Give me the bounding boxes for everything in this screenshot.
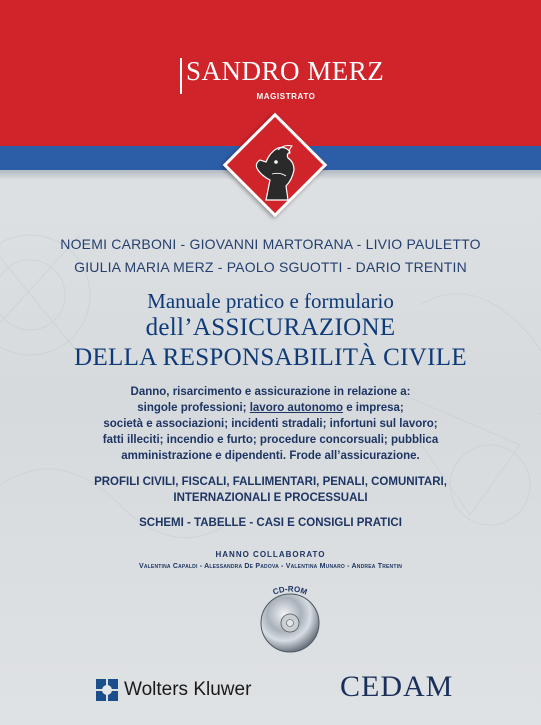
cedam-logo: CEDAM <box>340 670 454 703</box>
horse-head-icon <box>236 140 312 206</box>
description-underlined: lavoro autonomo <box>249 402 343 414</box>
description-line-2 <box>0 401 541 416</box>
description-line-3: società e associazioni; incidenti stradali; infortuni sul lavoro; <box>103 418 438 430</box>
title-line-1: Manuale pratico e formulario <box>147 289 394 313</box>
title-line-3: DELLA RESPONSABILITÀ CIVILE <box>74 344 467 371</box>
cd-rom-text: CD-ROM <box>271 584 309 597</box>
author-role: MAGISTRATO <box>256 92 316 101</box>
coauthors-line-2: GIULIA MARIA MERZ - PAOLO SGUOTTI - DARIO TRENTIN <box>74 259 467 275</box>
profili-line-1: PROFILI CIVILI, FISCALI, FALLIMENTARI, PENALI, COMUNITARI, <box>94 476 447 488</box>
description-line-4: fatti illeciti; incendio e furto; procedure concorsuali; pubblica <box>102 434 439 446</box>
wolters-kluwer-label: Wolters Kluwer <box>124 679 252 700</box>
title-line-2: dell’ASSICURAZIONE <box>145 314 396 341</box>
description-text: e impresa; <box>343 402 404 414</box>
author-name: SANDRO MERZ <box>186 56 385 86</box>
description-line-1: Danno, risarcimento e assicurazione in relazione a: <box>130 386 411 398</box>
wolters-kluwer-logo-icon <box>94 677 120 703</box>
description-line-5: amministrazione e dipendenti. Frode all’assicurazione. <box>121 450 420 462</box>
profili-line-2: INTERNAZIONALI E PROCESSUALI <box>173 492 368 504</box>
description-text: singole professioni; <box>137 402 250 414</box>
cd-rom-icon <box>259 592 321 654</box>
author-divider <box>180 58 182 94</box>
collaborators-heading: HANNO COLLABORATO <box>215 550 326 559</box>
collaborators-names: Valentina Capaldi - Alessandra De Padova - Valentina Munaro - Andrea Trentin <box>138 563 403 570</box>
schemi-line: SCHEMI - TABELLE - CASI E CONSIGLI PRATICI <box>139 517 402 529</box>
coauthors-line-1: NOEMI CARBONI - GIOVANNI MARTORANA - LIVIO PAULETTO <box>60 236 481 252</box>
